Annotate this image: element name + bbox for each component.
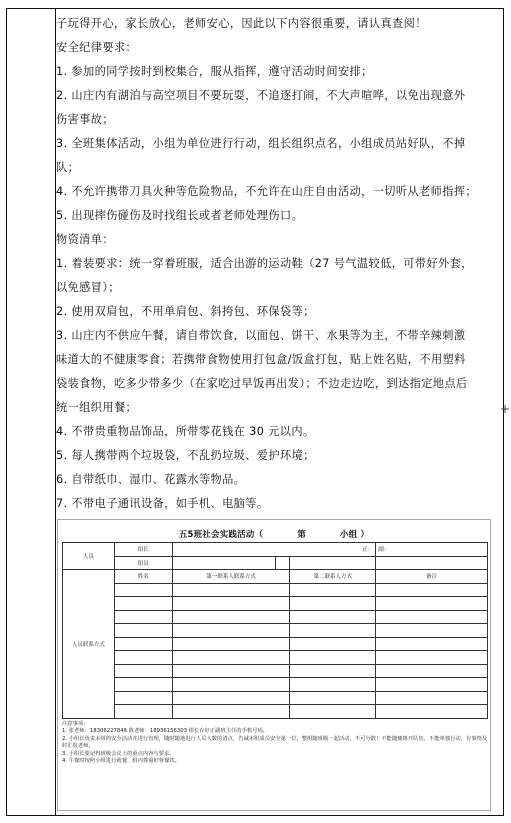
table-row: [63, 583, 488, 597]
plus-icon: +: [500, 402, 511, 416]
note-item: 4. 午餐时按照小组进行就餐，组内尊重好督餐饮。: [62, 758, 180, 765]
table-row: [63, 705, 488, 719]
table-row: [63, 543, 488, 557]
notice-text: [56, 12, 496, 516]
col-contact2-header: 第二联系人方式: [290, 570, 376, 584]
table-row: [63, 678, 488, 692]
text-line: 以免感冒）；: [56, 281, 120, 294]
col-contact1-header: 第一联系人联系方式: [172, 570, 290, 584]
notes-heading: 注意事项：: [62, 721, 89, 727]
text-line: 2. 山庄内有湖泊与高空项目不要玩耍，不追逐打闹，不大声喧哗，以免出现意外: [56, 89, 466, 102]
text-line: 子玩得开心，家长放心，老师安心，因此以下内容很重要，请认真查阅！: [56, 17, 427, 30]
text-line: 4. 不带贵重物品饰品，所带零花钱在 30 元以内。: [56, 425, 315, 438]
text-line: 1. 着装要求：统一穿着班服，适合出游的运动鞋（27 号气温较低，可带好外套，: [56, 257, 473, 270]
text-line: 5. 每人携带两个垃圾袋，不乱扔垃圾、爱护环境；: [56, 449, 315, 462]
col-name-header: 姓名: [114, 570, 172, 584]
personnel-label: 人员: [63, 543, 115, 570]
field-a-label: 正：: [172, 543, 375, 557]
col-remark-header: 备注: [376, 570, 488, 584]
form-notes: [62, 721, 488, 765]
table-row: [63, 556, 488, 570]
group-table: [62, 542, 488, 719]
table-row: [63, 597, 488, 611]
text-line: 4. 不允许携带刀具火种等危险物品，不允许在山庄自由活动，一切听从老师指挥；: [56, 185, 477, 198]
text-line: 2. 使用双肩包，不用单肩包、斜挎包、环保袋等；: [56, 305, 315, 318]
text-line: 7. 不带电子通讯设备，如手机、电脑等。: [56, 497, 269, 510]
text-line: 3. 山庄内不供应午餐，请自带饮食，以面包、饼干、水果等为主，不带辛辣刺激: [56, 329, 466, 342]
table-row: [63, 570, 488, 584]
table-row: [63, 651, 488, 665]
form-title-mid: 第: [297, 530, 306, 540]
text-line: 6. 自带纸巾、湿巾、花露水等物品。: [56, 473, 246, 486]
form-title-right: 小组 ）: [339, 530, 370, 540]
text-line: 味道大的不健康零食；若携带食物使用打包盒/饭盒打包，贴上姓名贴，不用塑料: [56, 353, 466, 366]
text-line: 袋装食物，吃多少带多少（在家吃过早饭再出发）；不边走边吃，到达指定地点后: [56, 377, 468, 390]
text-line: 伤害事故；: [56, 113, 114, 126]
member-label: 组员: [114, 556, 172, 570]
text-line: 统一组织用餐；: [56, 401, 138, 414]
note-item: 2. 小组长负责本组的安全活动并进行管理，随时随地进行人员人数的清点，告诫本组成员安全第一位，整组随班级一起活动，不可分散！不能随便离开队伍，不能单独行动，有事情及时汇报老师。: [62, 735, 488, 750]
text-line: 1. 参加的同学按时到校集合，服从指挥，遵守活动时间安排；: [56, 65, 373, 78]
text-line: 3. 全班集体活动，小组为单位进行行动，组长组织点名，小组成员站好队，不掉: [56, 137, 466, 150]
section-heading-supplies: 物资清单：: [56, 233, 114, 246]
table-row: [63, 637, 488, 651]
form-title-left: 五5班社会实践活动（: [178, 530, 264, 540]
text-line: 队；: [56, 161, 80, 174]
form-title: [58, 528, 490, 540]
section-heading-safety: 安全纪律要求：: [56, 41, 138, 54]
group-form-image: [57, 519, 491, 811]
note-item: 1. 张老师：18306227846 陈老师：18936156303 组长存好正副班主任的手机号码。: [62, 728, 269, 735]
table-row: [63, 624, 488, 638]
text-line: 5. 出现摔伤碰伤及时找组长或者老师处理伤口。: [56, 209, 304, 222]
contact-label: 人员联系方式: [63, 570, 115, 719]
leader-label: 组长: [114, 543, 172, 557]
table-row: [63, 610, 488, 624]
field-b-label: 副：: [376, 543, 488, 557]
note-item: 3. 小组长要记得班级会议上的重点内容与要求。: [62, 750, 175, 757]
table-row: [63, 664, 488, 678]
table-row: [63, 691, 488, 705]
